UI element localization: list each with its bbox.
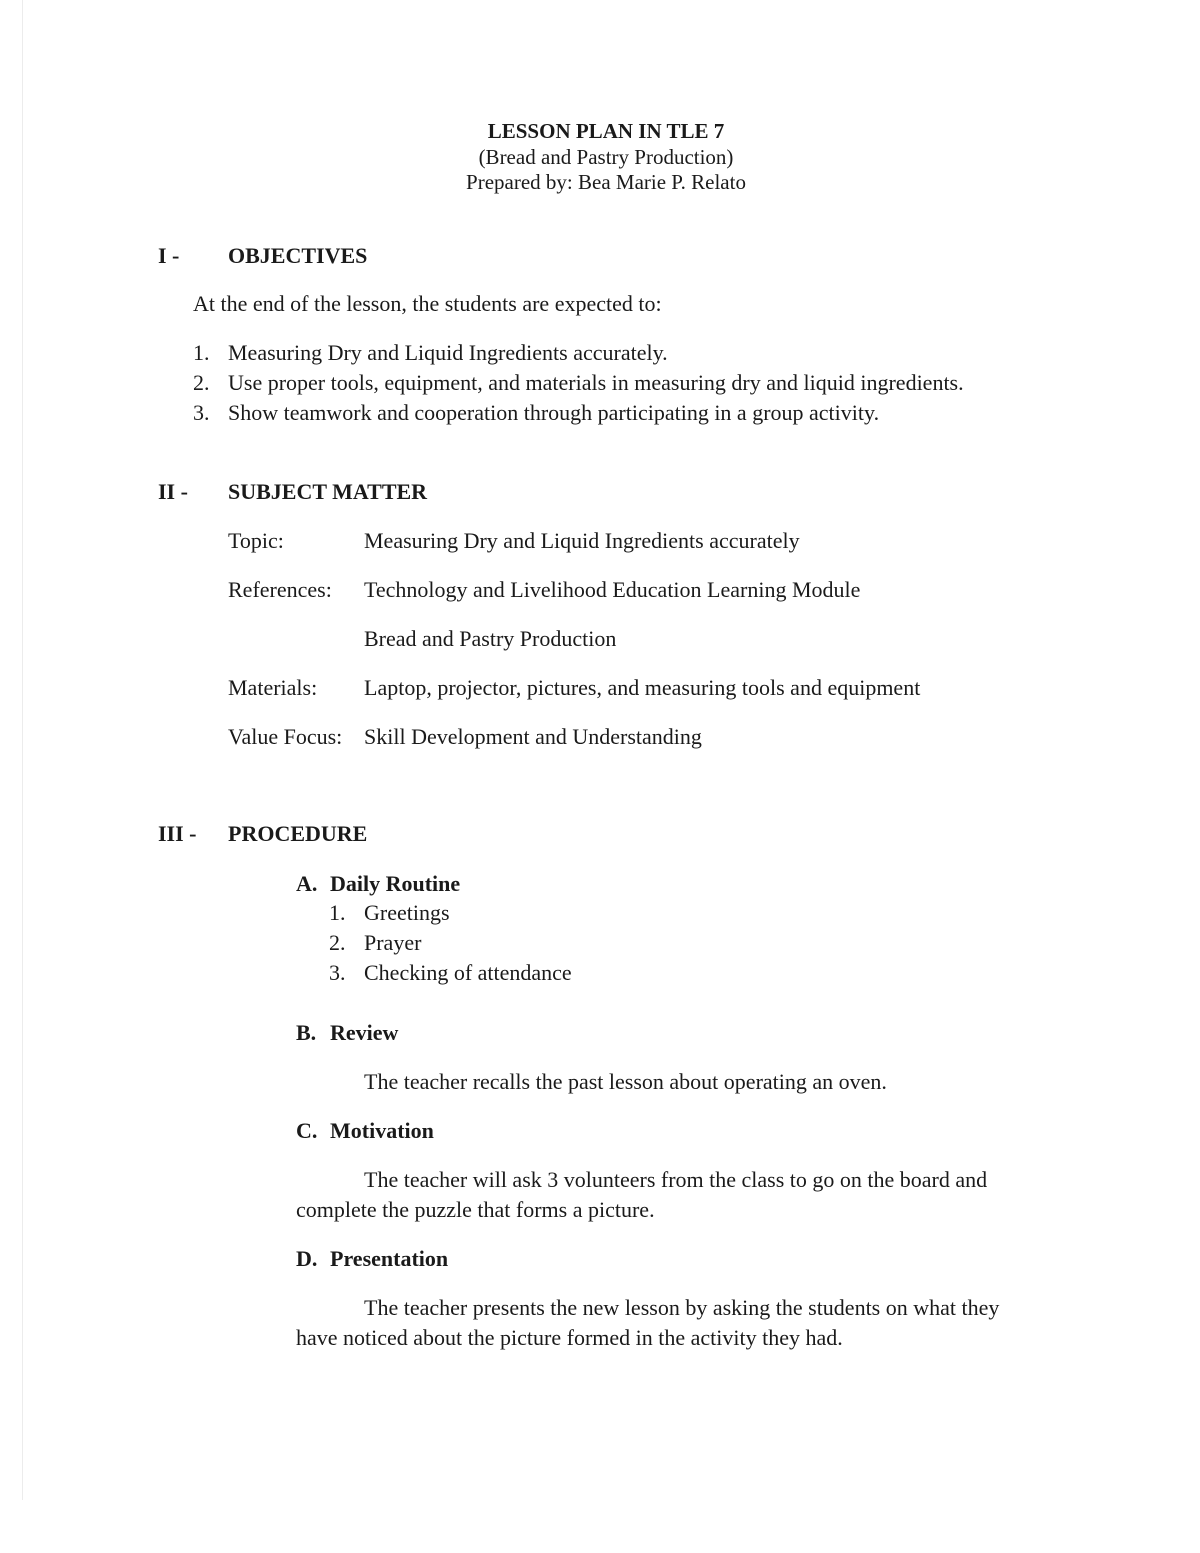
presentation-text: The teacher presents the new lesson by asking the students on what they xyxy=(364,1295,1000,1320)
subsection-heading-review: Review xyxy=(330,1020,399,1045)
section-heading-subject-matter: SUBJECT MATTER xyxy=(228,479,428,504)
presentation-text: have noticed about the picture formed in the activity they had. xyxy=(296,1325,843,1350)
value-focus-value: Skill Development and Understanding xyxy=(364,724,702,749)
document-subtitle: (Bread and Pastry Production) xyxy=(478,145,734,169)
document-title: LESSON PLAN IN TLE 7 xyxy=(487,119,725,143)
routine-number: 3. xyxy=(329,960,346,985)
subsection-heading-motivation: Motivation xyxy=(330,1118,434,1143)
section-numeral-objectives: I - xyxy=(158,243,180,268)
subsection-letter: B. xyxy=(296,1020,317,1045)
section-heading-procedure: PROCEDURE xyxy=(228,821,368,846)
routine-item: Prayer xyxy=(364,930,422,955)
routine-number: 2. xyxy=(329,930,346,955)
objective-item: Show teamwork and cooperation through participating in a group activity. xyxy=(228,400,880,425)
references-value: Bread and Pastry Production xyxy=(364,626,617,651)
routine-number: 1. xyxy=(329,900,346,925)
motivation-text: complete the puzzle that forms a picture. xyxy=(296,1197,655,1222)
materials-value: Laptop, projector, pictures, and measuring tools and equipment xyxy=(364,675,921,700)
page-edge-line xyxy=(22,0,23,1500)
subsection-letter: C. xyxy=(296,1118,318,1143)
references-label: References: xyxy=(228,577,332,602)
section-heading-objectives: OBJECTIVES xyxy=(228,243,368,268)
subsection-letter: A. xyxy=(296,871,318,896)
subsection-heading-daily-routine: Daily Routine xyxy=(330,871,461,896)
prepared-by: Prepared by: Bea Marie P. Relato xyxy=(466,170,746,194)
motivation-text: The teacher will ask 3 volunteers from the class to go on the board and xyxy=(364,1167,988,1192)
references-value: Technology and Livelihood Education Learning Module xyxy=(364,577,861,602)
topic-label: Topic: xyxy=(228,528,284,553)
subsection-heading-presentation: Presentation xyxy=(330,1246,449,1271)
section-numeral-subject-matter: II - xyxy=(158,479,188,504)
subsection-letter: D. xyxy=(296,1246,318,1271)
value-focus-label: Value Focus: xyxy=(228,724,343,749)
objective-number: 2. xyxy=(193,370,210,395)
objectives-intro: At the end of the lesson, the students are expected to: xyxy=(193,291,662,316)
objective-item: Measuring Dry and Liquid Ingredients accurately. xyxy=(228,340,668,365)
objective-number: 3. xyxy=(193,400,210,425)
section-numeral-procedure: III - xyxy=(158,821,197,846)
routine-item: Checking of attendance xyxy=(364,960,572,985)
objective-item: Use proper tools, equipment, and materials in measuring dry and liquid ingredients. xyxy=(228,370,964,395)
review-text: The teacher recalls the past lesson about operating an oven. xyxy=(364,1069,887,1094)
materials-label: Materials: xyxy=(228,675,318,700)
routine-item: Greetings xyxy=(364,900,450,925)
topic-value: Measuring Dry and Liquid Ingredients accurately xyxy=(364,528,800,553)
objective-number: 1. xyxy=(193,340,210,365)
